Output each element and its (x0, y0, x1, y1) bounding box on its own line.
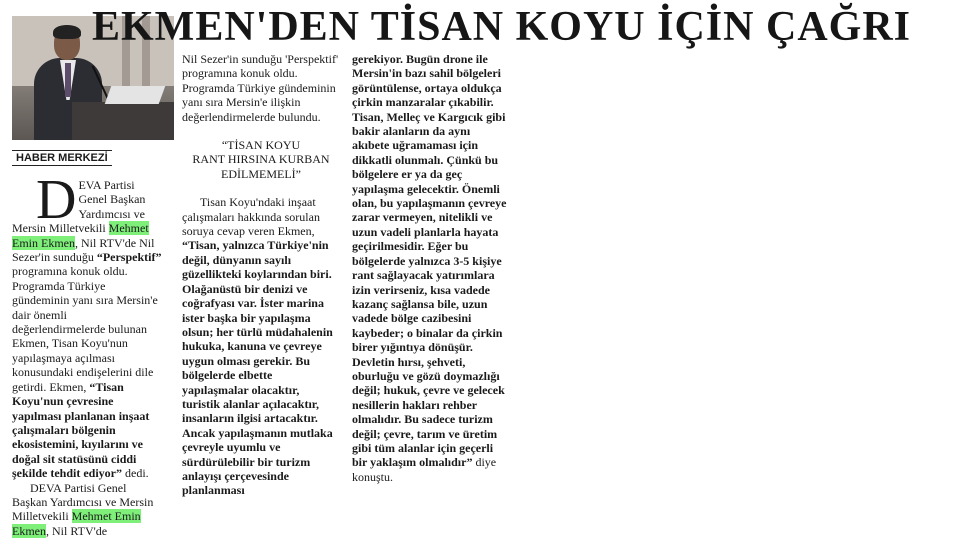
article-column-3 (352, 52, 510, 484)
quote: “Tisan, yalnızca Türkiye'nin değil, dünyanın sayılı güzellikteki koylarından biri. Olağanüstü bir denizi ve coğrafyası var. İster marina ister başka bir yapılaşma olsun; her türlü müdahalenin hukuka, kanuna ve çevreye uygun olması gerekir. Bu bölgelerde elbette yapılaşmalar olacaktır, turistik alanlar açılacaktır, insanların ilgisi artacaktır. Ancak yapılaşmanın mutlaka çevreyle uyumlu ve sürdürülebilir bir turizm anlayışı çerçevesinde planlanması (182, 238, 333, 498)
dropcap: D (36, 169, 77, 231)
quote: “Tisan Koyu'nun çevresine yapılması planlanan inşaat çalışmaları bölgenin ekosistemini, kıyılarını ve doğal sit statüsünü ciddi şekilde tehdit ediyor” (12, 379, 150, 481)
highlighted-name: Mehmet Emin Ekmen (12, 509, 141, 538)
article-column-2 (182, 52, 340, 498)
byline: HABER MERKEZİ (12, 150, 112, 166)
paragraph: gerekiyor. Bugün drone ile Mersin'in bazı sahil bölgeleri görüntülense, ortaya oldukça çirkin manzaralar çıkabilir. Tisan, Melleç ve Kargıcık gibi bakir alanların da aynı akıbete uğramaması için dikkatli olunmalı. Çünkü bu bölgelere er ya da geç yapılaşma gelecektir. Önemli olan, bu yapılaşmanın çevreye zarar vermeyen, nitelikli ve uzun vadeli planlarla hayata geçirilmesidir. Eğer bu bölgelerde yalnızca 3-5 kişiye rant sağlayacak yatırımlara izin verirseniz, kısa vadede kazanç sağlansa bile, uzun vadede bölge cazibesini kaybeder; o binalar da çirkin birer yığıntıya dönüşür. Devletin hırsı, şehveti, oburluğu ve gözü doymazlığı değil; hukuk, çevre ve gelecek nesillerin hakları rehber olmalıdır. Bu sadece turizm değil; çevre, tarım ve üretim gibi tüm alanlar için geçerli bir yaklaşım olmalıdır” diye konuştu. (352, 52, 507, 484)
article-column-1 (12, 169, 162, 538)
subheading: “TİSAN KOYU RANT HIRSINA KURBAN EDİLMEMELİ” (192, 138, 330, 181)
highlighted-name: Mehmet Emin Ekmen (12, 221, 149, 250)
paragraph: DEVA Partisi Genel Başkan Yardımcısı ve Mersin Milletvekili Mehmet Emin Ekmen, Nil RTV'de Nil Sezer'in sunduğu “Perspektif” programına konuk oldu. Programda Türkiye gündeminin yanı sıra Mersin'e dair önemli değerlendirmelerde bulunan Ekmen, Tisan Koyu'nun yapılaşmaya açılması konusundaki endişelerini dile getirdi. Ekmen, “Tisan Koyu'nun çevresine yapılması planlanan inşaat çalışmaları bölgenin ekosistemini, kıyılarını ve doğal sit statüsünü ciddi şekilde tehdit ediyor” dedi. (12, 169, 162, 481)
paragraph: Tisan Koyu'ndaki inşaat çalışmaları hakkında sorulan soruya cevap veren Ekmen, “Tisan, yalnızca Türkiye'nin değil, dünyanın sayılı güzellikteki koylarından biri. Olağanüstü bir denizi ve coğrafyası var. İster marina ister başka bir yapılaşma olsun; her türlü müdahalenin hukuka, kanuna ve çevreye uygun olması gerekir. Bu bölgelerde elbette yapılaşmalar olacaktır, turistik alanlar açılacaktır, insanların ilgisi artacaktır. Ancak yapılaşmanın mutlaka çevreyle uyumlu ve sürdürülebilir bir turizm anlayışı çerçevesinde planlanması (182, 195, 333, 498)
headline: EKMEN'DEN TİSAN KOYU İÇİN ÇAĞRI (92, 4, 911, 50)
paragraph: Nil Sezer'in sunduğu 'Perspektif' programına konuk oldu. Programda Türkiye gündeminin yanı sıra Mersin'e ilişkin değerlendirmelerde bulundu. (182, 52, 339, 124)
paragraph: DEVA Partisi Genel Başkan Yardımcısı ve Mersin Milletvekili Mehmet Emin Ekmen, Nil RTV'de (12, 480, 154, 538)
quote: gerekiyor. Bugün drone ile Mersin'in bazı sahil bölgeleri görüntülense, ortaya oldukça çirkin manzaralar çıkabilir. Tisan, Melleç ve Kargıcık gibi bakir alanların da aynı akıbete uğramaması için dikkatli olunmalı. Çünkü bu bölgelere er ya da geç yapılaşma gelecektir. Önemli olan, bu yapılaşmanın çevreye zarar vermeyen, nitelikli ve uzun vadeli planlarla hayata geçirilmesidir. Eğer bu bölgelerde yalnızca 3-5 kişiye rant sağlayacak yatırımlara izin verirseniz, kısa vadede kazanç sağlansa bile, uzun vadede bölge cazibesini kaybeder; o binalar da çirkin birer yığıntıya dönüşür. Devletin hırsı, şehveti, oburluğu ve gözü doymazlığı değil; hukuk, çevre ve gelecek nesillerin hakları rehber olmalıdır. Bu sadece turizm değil; çevre, tarım ve üretim gibi tüm alanlar için geçerli bir yaklaşım olmalıdır” (352, 52, 507, 470)
